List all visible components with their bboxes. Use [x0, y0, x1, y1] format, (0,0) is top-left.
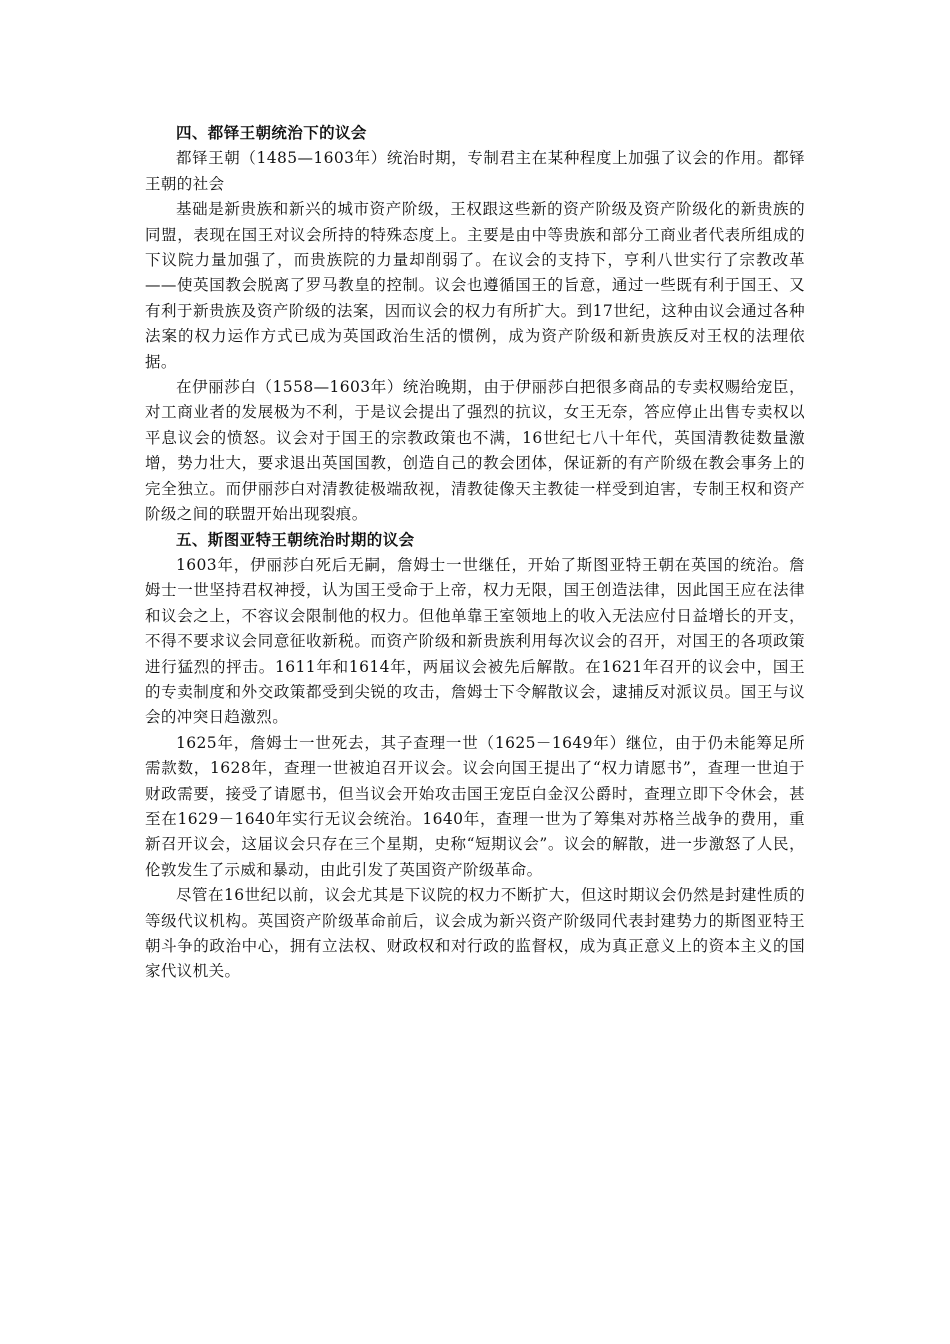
section-5-paragraph-1: 1603年，伊丽莎白死后无嗣，詹姆士一世继任，开始了斯图亚特王朝在英国的统治。詹姆士一世坚持君权神授，认为国王受命于上帝，权力无限，国王创造法律，因此国王应在法律和议会之上，不容议会限制他的权力。但他单靠王室领地上的收入无法应付日益增长的开支，不得不要求议会同意征收新税。而资产阶级和新贵族利用每次议会的召开，对国王的各项政策进行猛烈的抨击。1611年和1614年，两届议会被先后解散。在1621年召开的议会中，国王的专卖制度和外交政策都受到尖锐的攻击，詹姆士下令解散议会，逮捕反对派议员。国王与议会的冲突日趋激烈。 — [145, 555, 805, 727]
section-4-paragraph-2: 基础是新贵族和新兴的城市资产阶级，王权跟这些新的资产阶级及资产阶级化的新贵族的同盟，表现在国王对议会所持的特殊态度上。主要是由中等贵族和部分工商业者代表所组成的下议院力量加强了，而贵族院的力量却削弱了。在议会的支持下，亨利八世实行了宗教改革——使英国教会脱离了罗马教皇的控制。议会也遵循国王的旨意，通过一些既有利于国王、又有利于新贵族及资产阶级的法案，因而议会的权力有所扩大。到17世纪，这种由议会通过各种法案的权力运作方式已成为英国政治生活的惯例，成为资产阶级和新贵族反对王权的法理依据。 — [145, 200, 805, 371]
document-page — [145, 121, 805, 985]
section-5-heading: 五、斯图亚特王朝统治时期的议会 — [176, 530, 415, 549]
section-4-heading: 四、都铎王朝统治下的议会 — [176, 124, 367, 142]
section-4-paragraph-1: 都铎王朝（1485—1603年）统治时期，专制君主在某种程度上加强了议会的作用。都铎王朝的社会 — [145, 149, 805, 193]
section-5-paragraph-2: 1625年，詹姆士一世死去，其子查理一世（1625－1649年）继位，由于仍未能筹足所需款数，1628年，查理一世被迫召开议会。议会向国王提出了“权力请愿书”，查理一世迫于财政需要，接受了请愿书，但当议会开始攻击国王宠臣白金汉公爵时，查理立即下令休会，甚至在1629－1640年实行无议会统治。1640年，查理一世为了筹集对苏格兰战争的费用，重新召开议会，这届议会只存在三个星期，史称“短期议会”。议会的解散，进一步激怒了人民，伦敦发生了示威和暴动，由此引发了英国资产阶级革命。 — [145, 733, 805, 879]
section-5-paragraph-3: 尽管在16世纪以前，议会尤其是下议院的权力不断扩大，但这时期议会仍然是封建性质的等级代议机构。英国资产阶级革命前后，议会成为新兴资产阶级同代表封建势力的斯图亚特王朝斗争的政治中心，拥有立法权、财政权和对行政的监督权，成为真正意义上的资本主义的国家代议机关。 — [145, 886, 805, 981]
section-4-paragraph-3: 在伊丽莎白（1558—1603年）统治晚期，由于伊丽莎白把很多商品的专卖权赐给宠臣，对工商业者的发展极为不利，于是议会提出了强烈的抗议，女王无奈，答应停止出售专卖权以平息议会的愤怒。议会对于国王的宗教政策也不满，16世纪七八十年代，英国清教徒数量激增，势力壮大，要求退出英国国教，创造自己的教会团体，保证新的有产阶级在教会事务上的完全独立。而伊丽莎白对清教徒极端敌视，清教徒像天主教徒一样受到迫害，专制王权和资产阶级之间的联盟开始出现裂痕。 — [145, 378, 805, 524]
